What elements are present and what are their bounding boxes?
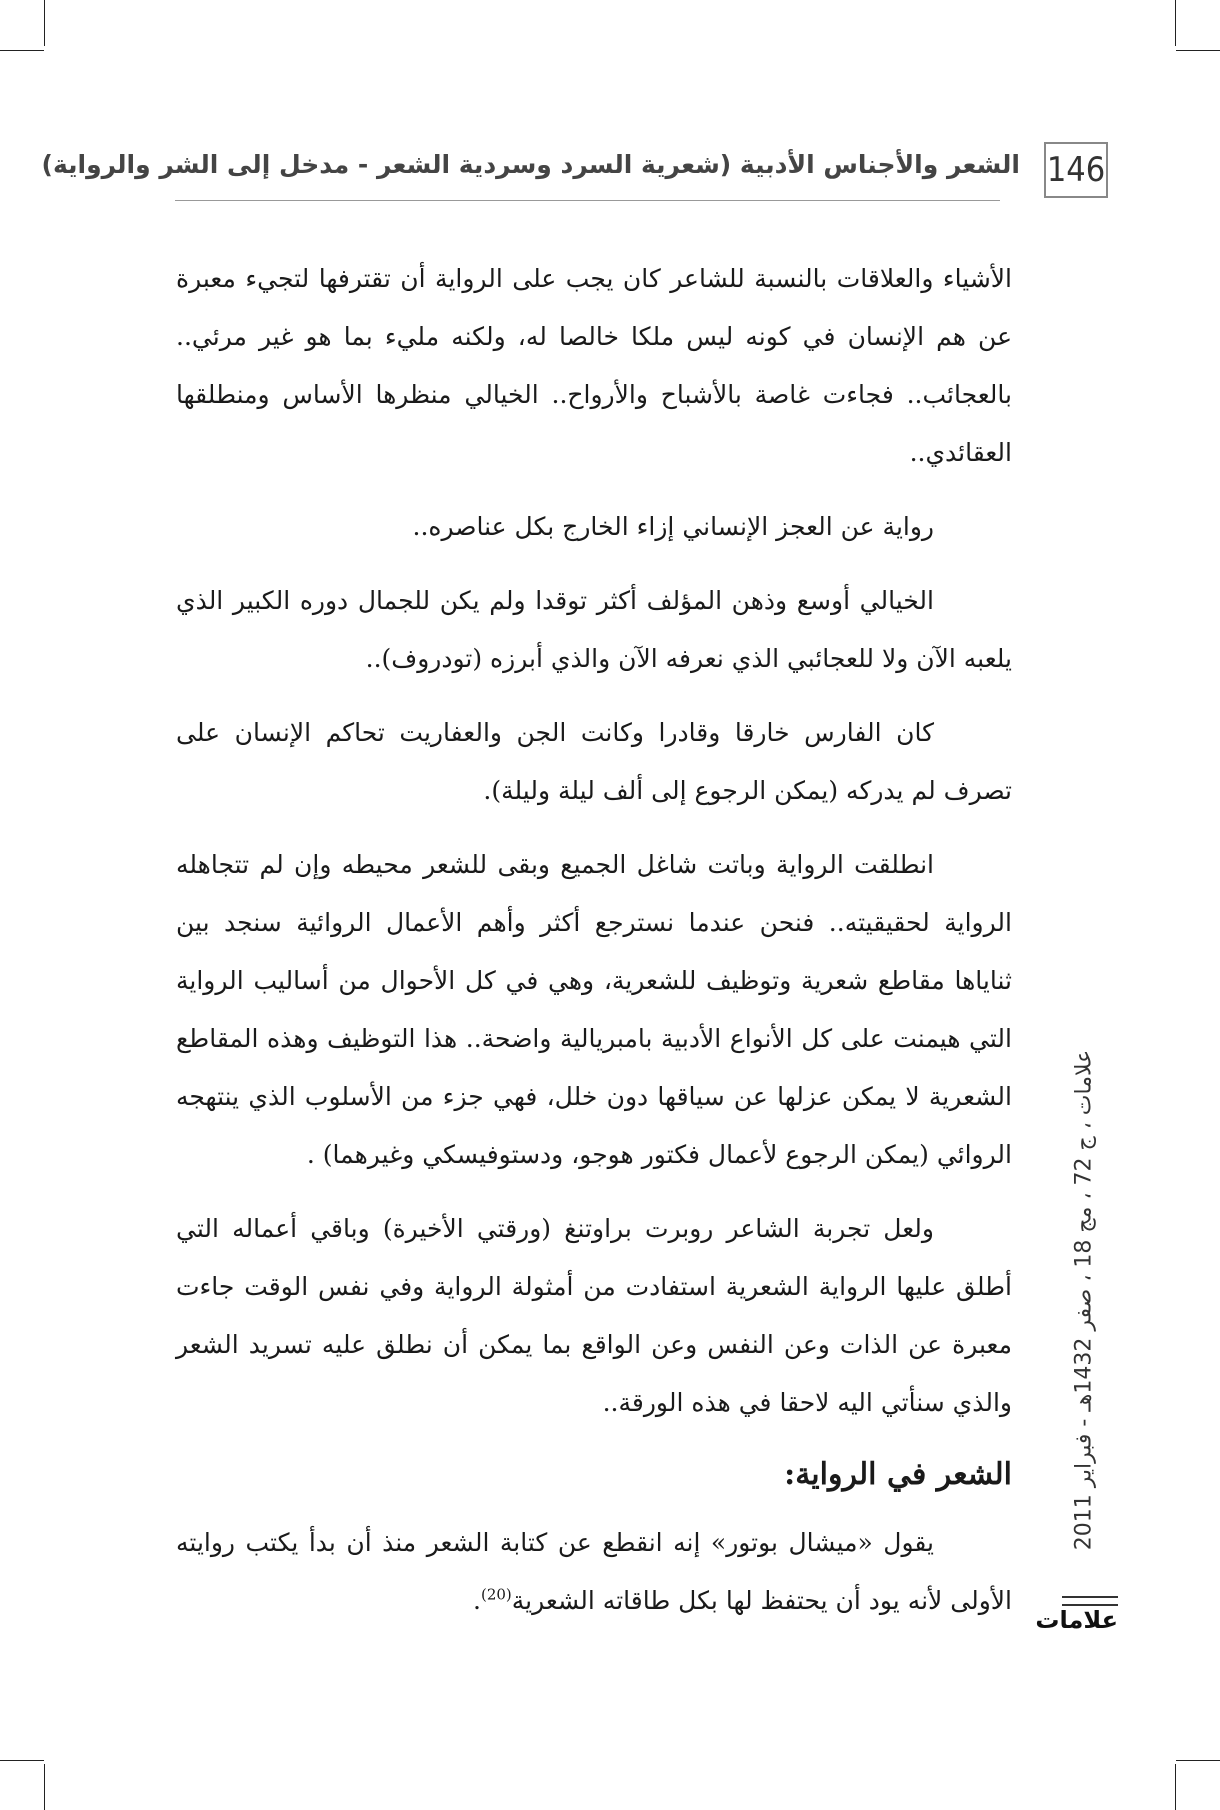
paragraph: الخيالي أوسع وذهن المؤلف أكثر توقدا ولم يكن للجمال دوره الكبير الذي يلعبه الآن ولا للعجائبي الذي نعرفه الآن والذي أبرزه (تودروف).. — [176, 586, 1012, 673]
section-heading: الشعر في الرواية: — [784, 1457, 1012, 1492]
journal-sidebar — [1062, 1020, 1106, 1580]
crop-mark — [1175, 0, 1176, 46]
footnote-reference[interactable]: (20) — [480, 1585, 512, 1604]
paragraph-text: يقول «ميشال بوتور» إنه انقطع عن كتابة الشعر منذ أن بدأ يكتب روايته الأولى لأنه يود أن يحتفظ لها بكل طاقاته الشعرية — [176, 1528, 1012, 1615]
paragraph — [176, 1514, 1012, 1630]
crop-mark — [1176, 50, 1220, 51]
crop-mark — [44, 0, 45, 46]
journal-logo — [1035, 1596, 1118, 1642]
paragraph: ولعل تجربة الشاعر روبرت براوتنغ (ورقتي الأخيرة) وباقي أعماله التي أطلق عليها الرواية الشعرية استفادت من أمثولة الرواية وفي نفس الوقت جاءت معبرة عن الذات وعن النفس وعن الواقع بما يمكن أن نطلق عليه تسريد الشعر والذي سنأتي اليه لاحقا في هذه الورقة.. — [176, 1214, 1012, 1417]
crop-mark — [0, 1760, 44, 1761]
journal-issue-info: علامات ، ج 72 ، مج 18 ، صفر 1432هـ - فبراير 2011 — [1071, 1049, 1097, 1551]
logo-text: علامات — [1035, 1606, 1118, 1634]
paragraph: كان الفارس خارقا وقادرا وكانت الجن والعفاريت تحاكم الإنسان على تصرف لم يدركه (يمكن الرجوع إلى ألف ليلة وليلة). — [176, 718, 1012, 805]
paragraph-end: . — [473, 1586, 481, 1615]
crop-mark — [1175, 1764, 1176, 1810]
paragraph: رواية عن العجز الإنساني إزاء الخارج بكل عناصره.. — [412, 512, 934, 541]
article-body — [176, 250, 1012, 1646]
logo-rules — [1062, 1596, 1118, 1606]
crop-mark — [0, 50, 44, 51]
header-divider — [175, 200, 1000, 201]
crop-mark — [1176, 1760, 1220, 1761]
paragraph: الأشياء والعلاقات بالنسبة للشاعر كان يجب على الرواية أن تقترفها لتجيء معبرة عن هم الإنسان في كونه ليس ملكا خالصا له، ولكنه مليء بما هو غير مرئي.. بالعجائب.. فجاءت غاصة بالأشباح والأرواح.. الخيالي منظرها الأساس ومنطلقها العقائدي.. — [176, 264, 1012, 467]
crop-mark — [44, 1764, 45, 1810]
page-number: 146 — [1044, 142, 1108, 198]
paragraph: انطلقت الرواية وباتت شاغل الجميع وبقى للشعر محيطه وإن لم تتجاهله الرواية لحقيقيته.. فنحن عندما نسترجع أكثر وأهم الأعمال الروائية سنجد بين ثناياها مقاطع شعرية وتوظيف للشعرية، وهي في كل الأحوال من أساليب الرواية التي هيمنت على كل الأنواع الأدبية بامبريالية واضحة.. هذا التوظيف وهذه المقاطع الشعرية لا يمكن عزلها عن سياقها دون خلل، فهي جزء من الأسلوب الذي ينتهجه الروائي (يمكن الرجوع لأعمال فكتور هوجو، ودستوفيسكي وغيرهما) . — [176, 850, 1012, 1169]
running-header-title: الشعر والأجناس الأدبية (شعرية السرد وسردية الشعر - مدخل إلى الشر والرواية) — [41, 150, 1020, 179]
